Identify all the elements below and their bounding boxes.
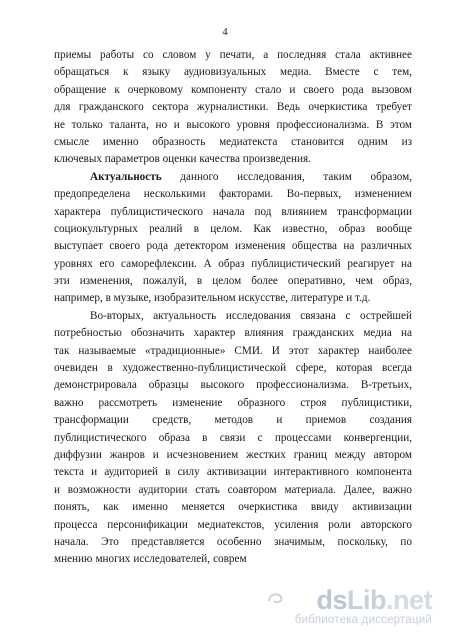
text-line: начала. Это представляется особенно значимым, поскольку, по: [54, 535, 412, 548]
text-line: понять, как именно меняется очеркистика ввиду активизации: [54, 501, 412, 514]
dslib-watermark: [272, 585, 432, 629]
text-line: так называемые «традиционные» СМИ. И этот характер наиболее: [54, 344, 412, 357]
text-line: Во-вторых, актуальность исследования связана с острейшей: [90, 309, 412, 322]
watermark-subtitle: библиотека диссертаций: [294, 614, 432, 626]
paragraph-1: [54, 47, 412, 169]
text-line: процесса персонификации медиатекстов, усиления роли авторского: [54, 518, 412, 531]
text-line: и возможности аудитории стать соавтором материала. Далее, важно: [54, 483, 412, 496]
page-number: 4: [222, 27, 228, 38]
text-line: для гражданского сектора журналистики. Ведь очеркистика требует: [54, 101, 412, 114]
watermark-logo: [316, 585, 432, 615]
text-line: характера публицистического начала под влиянием трансформации: [54, 205, 412, 218]
text-line: уровнях его саморефлексии. А образ публицистический реагирует на: [54, 257, 412, 270]
text-line: не только таланта, но и высокого уровня профессионализма. В этом: [54, 118, 412, 131]
paragraph-3: [54, 308, 412, 569]
document-body: [54, 47, 412, 569]
text-line: очевиден в художественно-публицистической сфере, которая всегда: [54, 362, 412, 375]
text-line: мнению многих исследователей, соврем: [54, 553, 247, 566]
text-line: обращение к очерковому компоненту стало и своего рода вызовом: [54, 83, 412, 96]
text-run: данного исследования, таким образом,: [161, 170, 412, 183]
text-line: эти изменения, пожалуй, в целом более оперативно, чем образ,: [54, 275, 412, 288]
text-line: ключевых параметров оценки качества произведения.: [54, 153, 311, 166]
paragraph-2: [54, 169, 412, 308]
text-line: важно рассмотреть изменение образного строя публицистики,: [54, 396, 412, 409]
bold-term: Актуальность: [90, 170, 162, 183]
text-line: текста и аудиторией в силу активизации интерактивного компонента: [54, 466, 412, 479]
text-line: трансформации средств, методов и приемов создания: [54, 414, 412, 427]
text-line: социокультурных реалий в целом. Как известно, образ вообще: [54, 222, 412, 235]
text-line: [54, 169, 412, 186]
text-line: публицистического образа в связи с процессами конвергенции,: [54, 431, 412, 444]
text-line: потребностью обозначить характер влияния гражданских медиа на: [54, 327, 412, 340]
text-line: выступает своего рода детектором изменения общества на различных: [54, 240, 412, 253]
swirl-logo-icon: [266, 589, 284, 607]
watermark-net: .net: [385, 585, 432, 615]
watermark-ds: ds: [316, 585, 347, 615]
text-line: обращаться к языку аудиовизуальных медиа. Вместе с тем,: [54, 66, 412, 79]
text-line: диффузии жанров и исчезновением жестких границ между автором: [54, 448, 412, 461]
text-line: предопределена несколькими факторами. Во-первых, изменением: [54, 188, 412, 201]
text-line: демонстрировала образцы высокого профессионализма. В-третьих,: [54, 379, 412, 392]
watermark-lib: Lib: [346, 585, 386, 615]
text-line: приемы работы со словом у печати, а последняя стала активнее: [54, 49, 412, 61]
text-line: смысле именно образность медиатекста становится одним из: [54, 135, 412, 148]
text-line: например, в музыке, изобразительном искусстве, литературе и т.д.: [54, 292, 371, 305]
